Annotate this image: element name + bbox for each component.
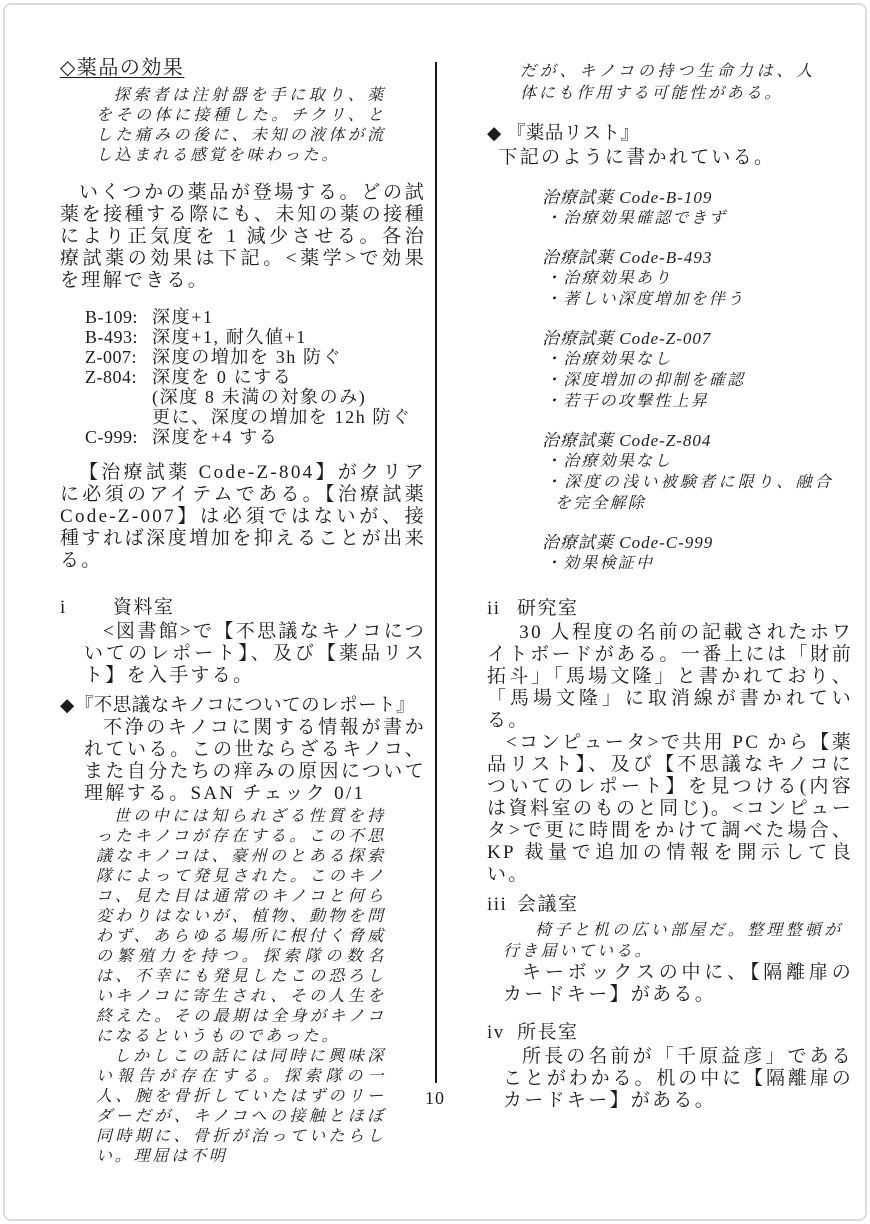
room-title: 研究室 xyxy=(517,598,579,619)
drug-effect-row xyxy=(85,407,426,427)
medication-note: ・治療効果なし xyxy=(545,351,673,368)
medication-list-heading: ◆ 『薬品リスト』 xyxy=(487,124,640,144)
room-iv-body: 所長の名前が「千原益彦」であることがわかる。机の中に【隔離扉のカードキー】がある。 xyxy=(503,1046,853,1111)
report-paragraph-1: 世の中には知られざる性質を持ったキノコが存在する。この不思議なキノコは、豪州のとある探索隊によって発見された。このキノコ、見た目は通常のキノコと何ら変わりはないが、植物、動物を問わず、あらゆる場所に根付く脅威の繁殖力を持つ。探索隊の数名は、不幸にも発見したこの恐ろしいキノコに寄生され、その人生を終えた。その最期は全身がキノコになるというものであった。 xyxy=(96,808,386,1045)
drug-code xyxy=(85,387,152,407)
medication-note: ・若干の攻撃性上昇 xyxy=(545,393,709,410)
report-paragraph-2: しかしこの話には同時に興味深い報告が存在する。探索隊の一人、腕を骨折していたはずのリーダーだが、キノコへの接触とほぼ同時期に、骨折が治っていたらしい。理屈は不明 xyxy=(96,1048,386,1165)
drug-intro-paragraph: いくつかの薬品が登場する。どの試薬を接種する際にも、未知の薬の接種により正気度を 1 減少させる。各治療試薬の効果は下記。<薬学>で効果を理解できる。 xyxy=(60,182,426,291)
drug-code: Z-804: xyxy=(85,367,137,387)
room-heading-i-archive xyxy=(60,597,426,619)
drug-code: C-999: xyxy=(85,427,139,447)
room-number: iii xyxy=(487,894,508,915)
drug-effect-row xyxy=(85,427,426,447)
drug-effect-text: 深度を 0 にする xyxy=(152,367,293,387)
mushroom-report-heading: ◆『不思議なキノコについてのレポート』 xyxy=(60,696,416,716)
room-heading-iv-director xyxy=(487,1022,853,1044)
drug-effect-row xyxy=(85,327,426,347)
medication-group xyxy=(542,247,833,310)
drug-effect-row xyxy=(85,307,426,327)
medication-group xyxy=(542,328,833,412)
drug-code: B-493: xyxy=(85,327,139,347)
drug-effect-text: 深度+1 xyxy=(152,307,214,327)
medication-title: 治療試薬 Code-C-999 xyxy=(542,533,714,552)
drug-effect-row xyxy=(85,367,426,387)
room-heading-ii-lab xyxy=(487,598,853,620)
drug-code xyxy=(85,407,152,427)
medication-note: ・深度の浅い被験者に限り、融合を完全解除 xyxy=(545,474,833,512)
medication-title: 治療試薬 Code-Z-804 xyxy=(542,431,712,450)
readaloud-injection-text: 探索者は注射器を手に取り、薬をその体に接種した。チクリ、とした痛みの後に、未知の液体が流し込まれる感覚を味わった。 xyxy=(96,87,386,164)
drug-effect-row xyxy=(85,347,426,367)
room-iii-readaloud: 椅子と机の広い部屋だ。整理整頓が行き届いている。 xyxy=(503,922,843,960)
medication-note: ・治療効果あり xyxy=(545,270,673,287)
column-divider-rule xyxy=(435,62,437,1083)
medication-title: 治療試薬 Code-Z-007 xyxy=(542,329,712,348)
medication-list xyxy=(542,187,833,574)
drug-effect-text: 更に、深度の増加を 12h 防ぐ xyxy=(152,407,412,427)
left-column xyxy=(60,57,426,1167)
room-i-body: <図書館>で【不思議なキノコについてのレポート】、及び【薬品リスト】を入手する。 xyxy=(84,621,426,686)
drug-effect-row xyxy=(85,387,426,407)
right-column xyxy=(487,57,853,1112)
medication-group xyxy=(542,532,833,574)
drug-code: B-109: xyxy=(85,307,139,327)
room-heading-iii-meeting xyxy=(487,894,853,916)
drug-effect-text: 深度+1, 耐久値+1 xyxy=(152,327,307,347)
page-number: 10 xyxy=(425,1088,445,1108)
room-ii-body-1: 30 人程度の名前の記載されたホワイトボードがある。一番上には「財前拓斗」「馬場文隆」と書かれており、「馬場文隆」に取消線が書かれている。 xyxy=(487,622,853,731)
drug-effect-text: 深度を+4 する xyxy=(152,427,279,447)
medication-group xyxy=(542,187,833,229)
medication-note: ・治療効果確認できず xyxy=(545,210,728,227)
room-number: ii xyxy=(487,598,501,619)
medication-title: 治療試薬 Code-B-109 xyxy=(542,188,713,207)
medication-note: ・治療効果なし xyxy=(545,453,673,470)
room-ii-body-2: <コンピュータ>で共用 PC から【薬品リスト】、及び【不思議なキノコについてのレポート】を見つける(内容は資料室のものと同じ)。<コンピュータ>で更に時間をかけて調べた場合、KP 裁量で追加の情報を開示して良い。 xyxy=(487,732,853,885)
section-heading-drug-effects: ◇薬品の効果 xyxy=(60,57,185,79)
medication-group xyxy=(542,430,833,514)
medication-note: ・著しい深度増加を伴う xyxy=(545,291,746,308)
drug-effect-text: (深度 8 未満の対象のみ) xyxy=(152,387,367,407)
medication-list-intro: 下記のように書かれている。 xyxy=(498,147,776,168)
drug-effect-text: 深度の増加を 3h 防ぐ xyxy=(152,347,343,367)
mushroom-report-summary: 不浄のキノコに関する情報が書かれている。この世ならざるキノコ、また自分たちの痒みの原因について理解する。SAN チェック 0/1 xyxy=(84,717,426,804)
required-items-note: 【治療試薬 Code-Z-804】がクリアに必須のアイテムである。【治療試薬 Code-Z-007】は必須ではないが、接種すれば深度増加を抑えることが出来る。 xyxy=(60,462,426,571)
room-title: 所長室 xyxy=(517,1022,579,1043)
medication-note: ・効果検証中 xyxy=(545,555,655,572)
medication-note: ・深度増加の抑制を確認 xyxy=(545,372,746,389)
report-continuation-text: だが、キノコの持つ生命力は、人体にも作用する可能性がある。 xyxy=(520,63,815,102)
drug-effect-list xyxy=(85,307,426,447)
room-title: 資料室 xyxy=(113,597,175,618)
room-iii-body: キーボックスの中に、【隔離扉のカードキー】がある。 xyxy=(503,962,853,1005)
medication-title: 治療試薬 Code-B-493 xyxy=(542,248,713,267)
drug-code: Z-007: xyxy=(85,347,137,367)
room-number: i xyxy=(60,597,67,618)
room-title: 会議室 xyxy=(517,894,579,915)
mushroom-report-body xyxy=(60,807,426,1167)
room-number: iv xyxy=(487,1022,505,1043)
